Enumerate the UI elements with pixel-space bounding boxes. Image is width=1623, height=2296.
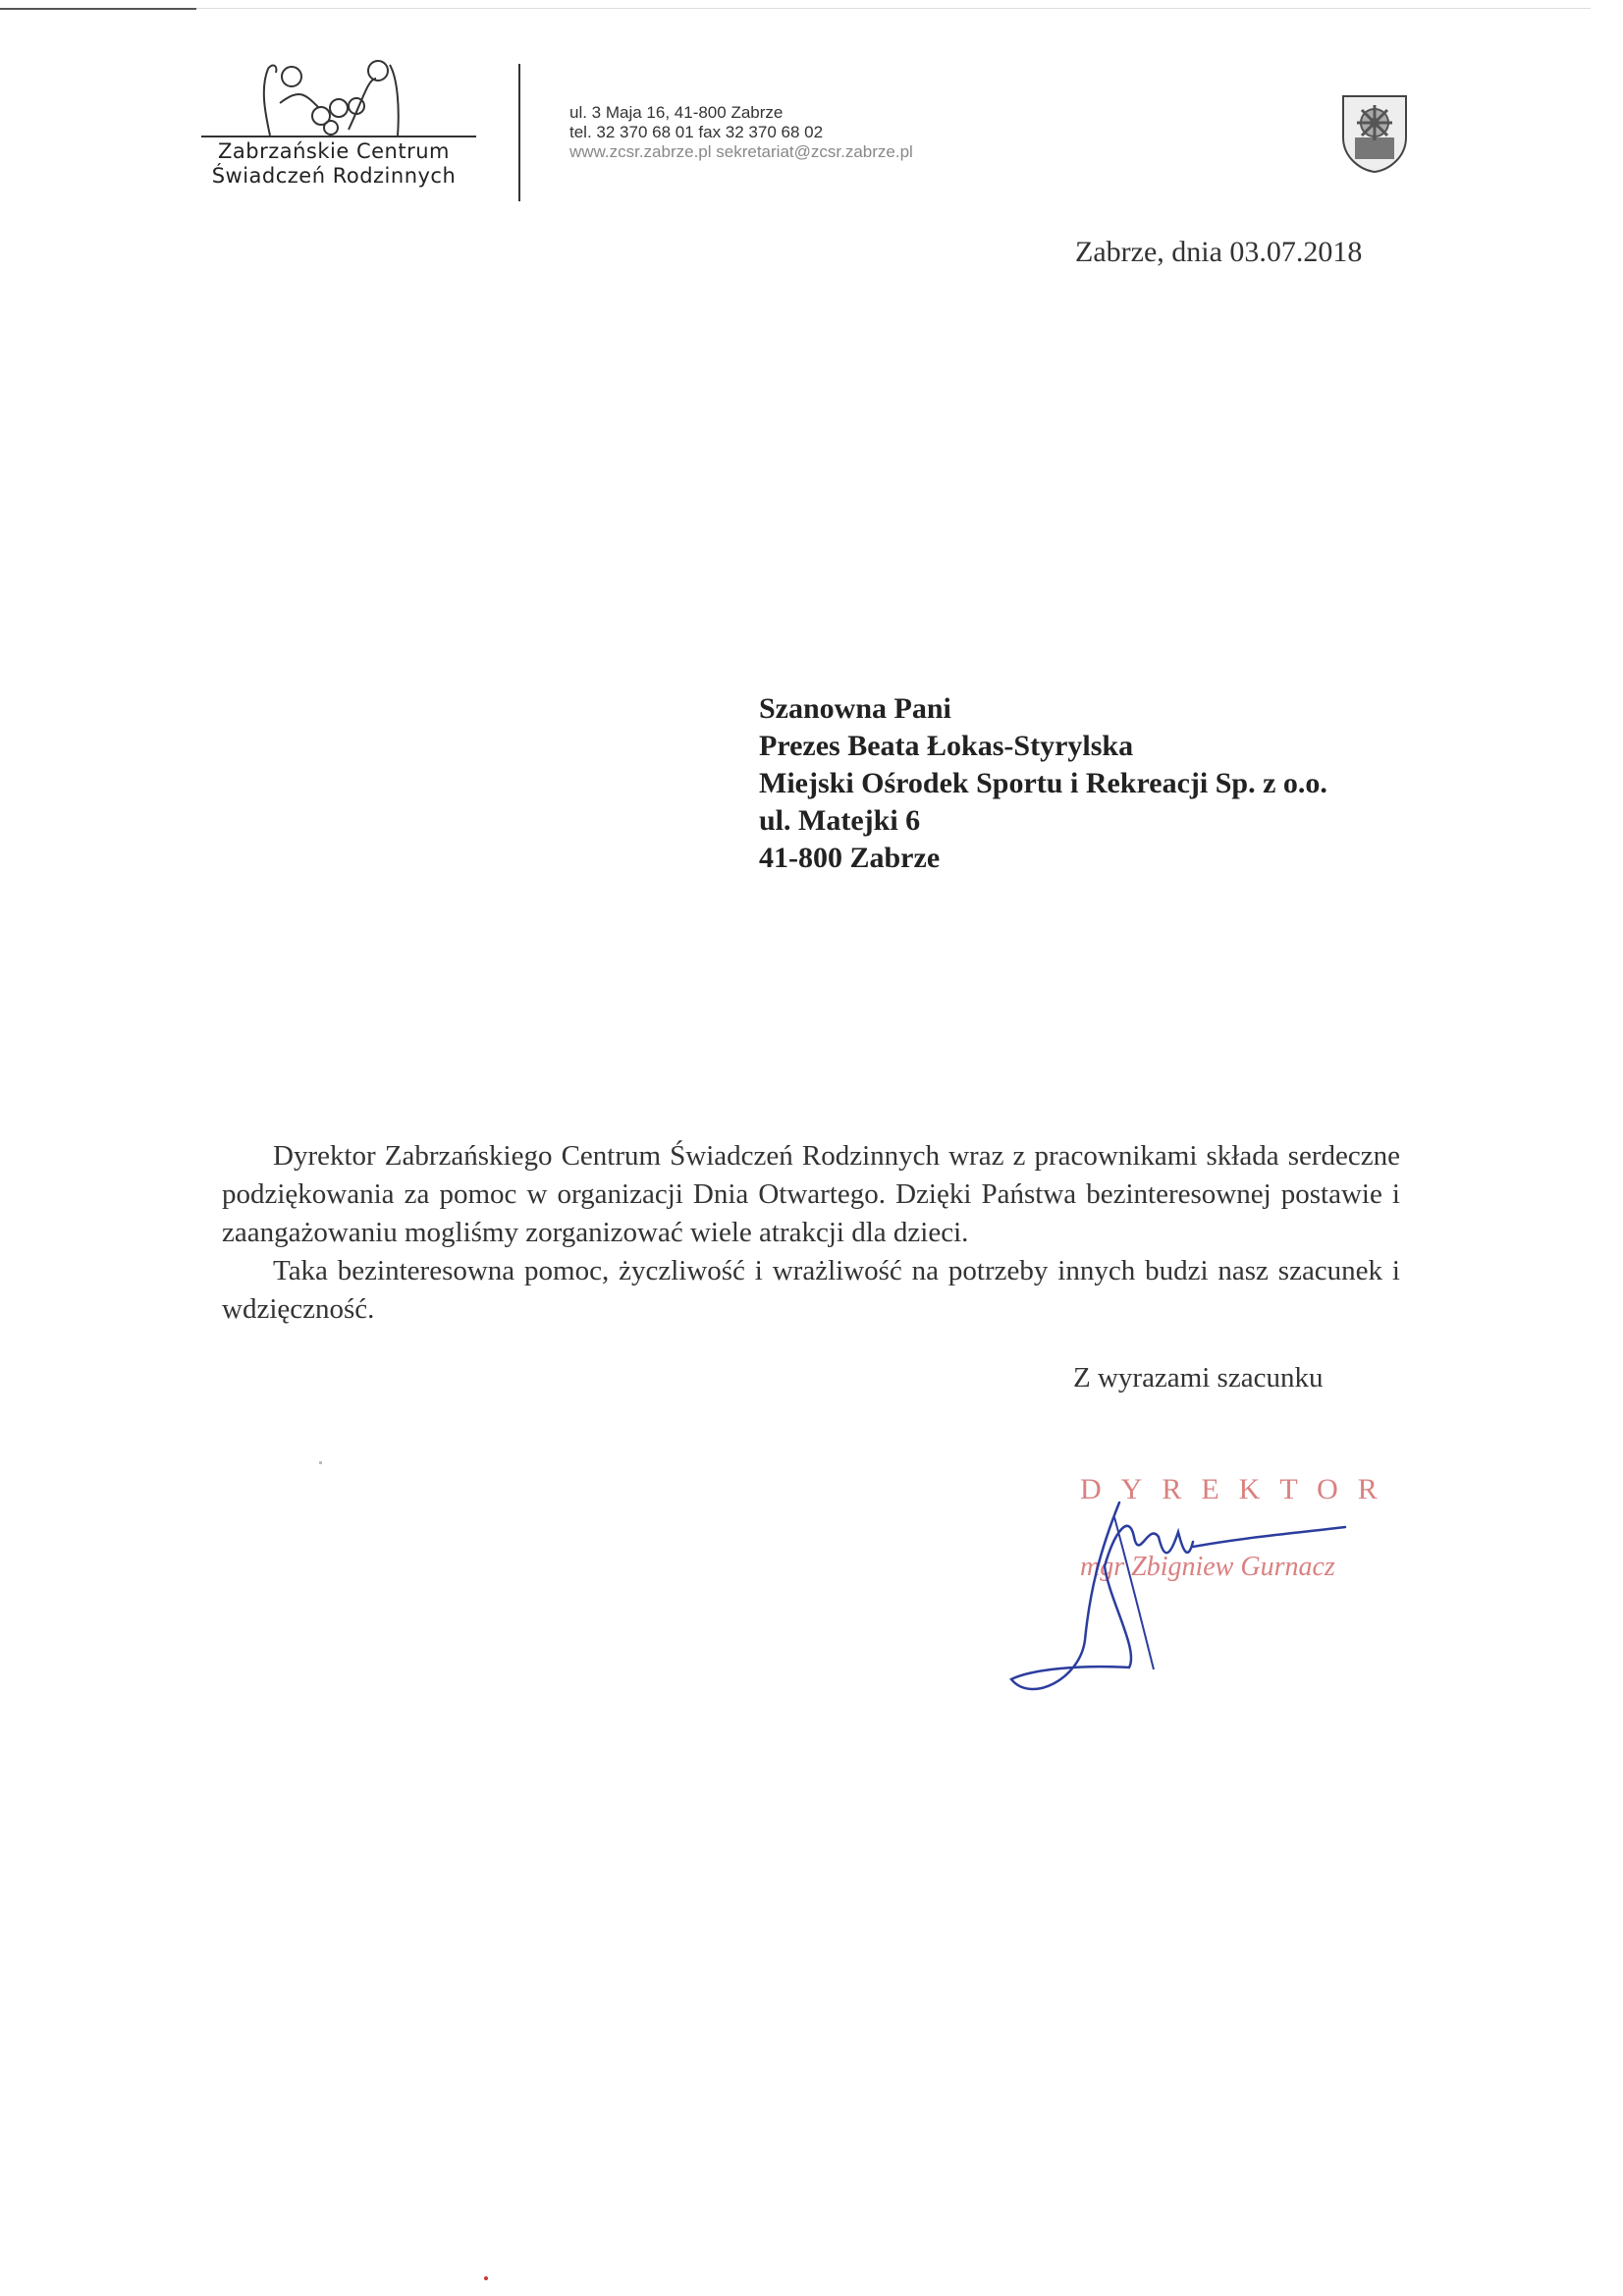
stamp-name: mgr Zbigniew Gurnacz [1080, 1552, 1335, 1582]
handwritten-signature [992, 1493, 1384, 1699]
header-divider [518, 64, 520, 201]
organization-name [191, 139, 476, 189]
organization-name-line1: Zabrzańskie Centrum [218, 139, 450, 163]
city-crest-icon [1340, 93, 1409, 174]
recipient-city: 41-800 Zabrze [759, 842, 941, 874]
recipient-name: Prezes Beata Łokas-Styrylska [759, 730, 1134, 762]
recipient-organization: Miejski Ośrodek Sportu i Rekreacji Sp. z o.o. [759, 767, 1327, 799]
family-figures-icon [250, 59, 417, 137]
scan-speck [484, 2276, 488, 2280]
body-paragraph: Taka bezinteresowna pomoc, życzliwość i wrażliwość na potrzeby innych budzi nasz szacunek i wdzięczność. [222, 1255, 1400, 1325]
scan-speck [319, 1461, 322, 1464]
recipient-salutation: Szanowna Pani [759, 692, 951, 725]
scan-edge-mark [0, 8, 196, 10]
contact-block [569, 103, 913, 162]
recipient-address [759, 690, 1327, 877]
stamp-title: DYREKTOR [1080, 1473, 1397, 1505]
organization-logo [191, 59, 476, 187]
organization-name-line2: Świadczeń Rodzinnych [211, 164, 457, 188]
letter-body [222, 1137, 1400, 1329]
closing-phrase: Z wyrazami szacunku [1073, 1362, 1324, 1394]
scan-edge-line [196, 8, 1591, 9]
recipient-street: ul. Matejki 6 [759, 804, 921, 837]
address-line: ul. 3 Maja 16, 41-800 Zabrze [569, 103, 784, 122]
logo-rule [201, 136, 476, 137]
phone-line: tel. 32 370 68 01 fax 32 370 68 02 [569, 123, 824, 141]
web-email-line: www.zcsr.zabrze.pl sekretariat@zcsr.zabrze.pl [569, 142, 913, 161]
body-paragraph: Dyrektor Zabrzańskiego Centrum Świadczeń Rodzinnych wraz z pracownikami składa serdeczne podziękowania za pomoc w organizacji Dnia Otwartego. Dzięki Państwa bezinteresownej postawie i zaangażowaniu mogliśmy zorganizować wiele atrakcji dla dzieci. [222, 1140, 1400, 1248]
letter-date: Zabrze, dnia 03.07.2018 [1075, 236, 1363, 268]
